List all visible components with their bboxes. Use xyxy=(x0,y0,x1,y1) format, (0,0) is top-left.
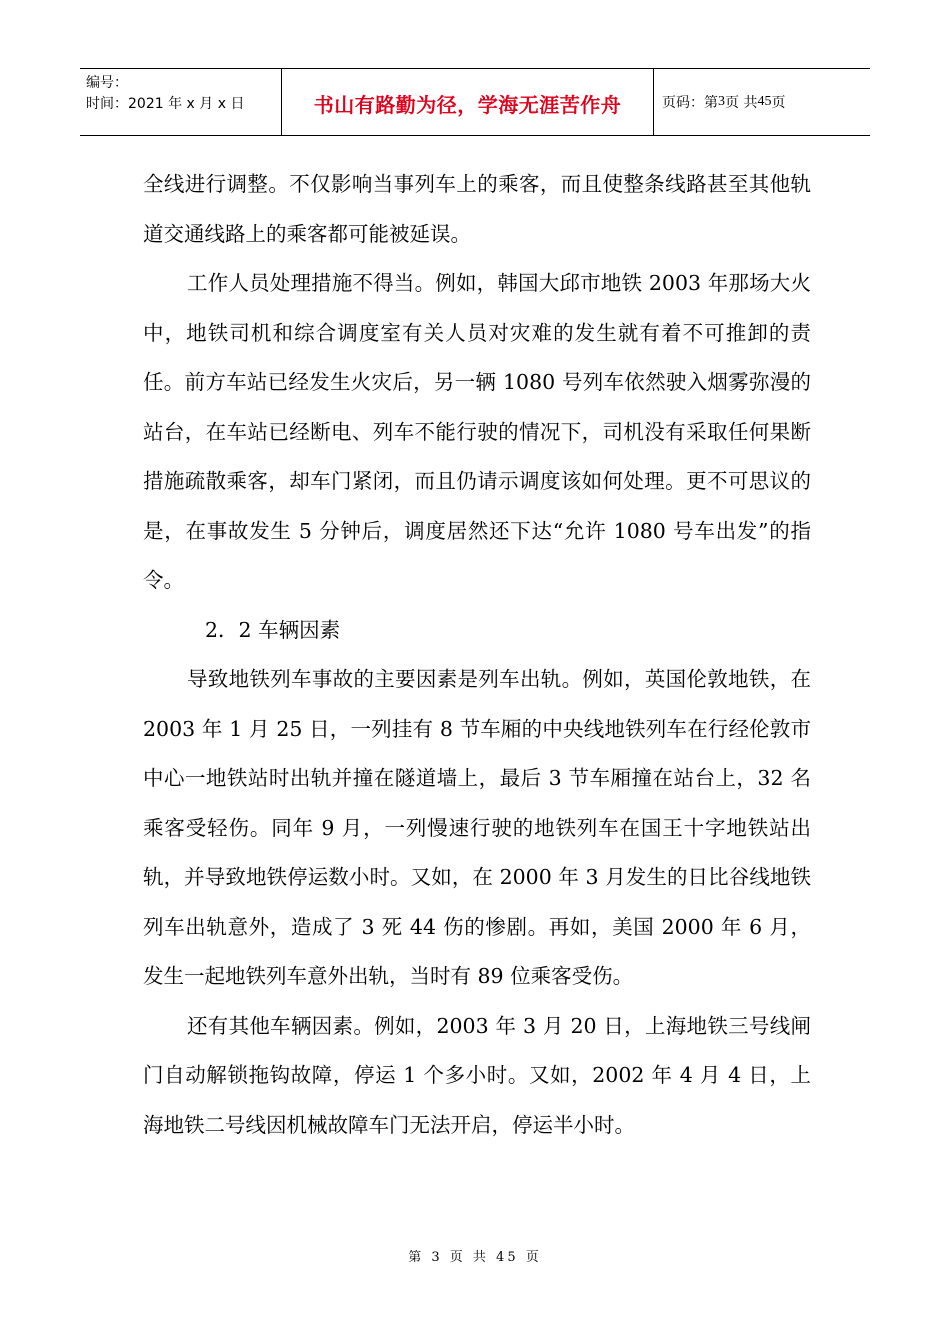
page-total: 45 xyxy=(757,94,772,109)
header-meta-cell xyxy=(80,69,282,135)
paragraph-staff-handling: 工作人员处理措施不得当。例如，韩国大邱市地铁 2003 年那场大火中，地铁司机和综合调度室有关人员对灾难的发生就有着不可推卸的责任。前方车站已经发生火灾后，另一辆 1080 号列车依然驶入烟雾弥漫的站台，在车站已经断电、列车不能行驶的情况下，司机没有采取任何果断措施疏散乘客，却车门紧闭，而且仍请示调度该如何处理。更不可思议的是，在事故发生 5 分钟后，调度居然还下达“允许 1080 号车出发”的指令。 xyxy=(143,271,811,592)
page-label-mid: 页 共 xyxy=(725,95,758,111)
paragraph-derailment: 导致地铁列车事故的主要因素是列车出轨。例如，英国伦敦地铁，在 2003 年 1 月 25 日，一列挂有 8 节车厢的中央线地铁列车在行经伦敦市中心一地铁站时出轨并撞在隧道墙上，最后 3 节车厢撞在站台上，32 名乘客受轻伤。同年 9 月，一列慢速行驶的地铁列车在国王十字地铁站出轨，并导致地铁停运数小时。又如，在 2000 年 3 月发生的日比谷线地铁列车出轨意外，造成了 3 死 44 伤的惨剧。再如，美国 2000 年 6 月，发生一起地铁列车意外出轨，当时有 89 位乘客受伤。 xyxy=(143,667,811,988)
header-page-cell xyxy=(654,69,870,135)
motto-text: 书山有路勤为径，学海无涯苦作舟 xyxy=(313,92,622,117)
header-motto-cell xyxy=(282,69,654,135)
paragraph-other-factors: 还有其他车辆因素。例如，2003 年 3 月 20 日，上海地铁三号线闸门自动解锁拖钩故障，停运 1 个多小时。又如，2002 年 4 月 4 日，上海地铁二号线因机械故障车门无法开启，停运半小时。 xyxy=(143,1013,811,1137)
serial-number-label: 编号： xyxy=(86,75,128,91)
document-body xyxy=(143,160,811,1150)
page-current: 3 xyxy=(718,94,725,109)
paragraph-continuation: 全线进行调整。不仅影响当事列车上的乘客，而且使整条线路甚至其他轨道交通线路上的乘客都可能被延误。 xyxy=(143,172,811,246)
date-label: 时间：2021 年 x 月 x 日 xyxy=(86,96,245,112)
section-heading: 2．2 车辆因素 xyxy=(205,617,341,642)
page-label-suffix: 页 xyxy=(771,95,786,111)
page-label-prefix: 页码：第 xyxy=(662,95,718,111)
document-header xyxy=(80,68,870,136)
page-footer: 第 3 页 共 45 页 xyxy=(408,1250,542,1265)
